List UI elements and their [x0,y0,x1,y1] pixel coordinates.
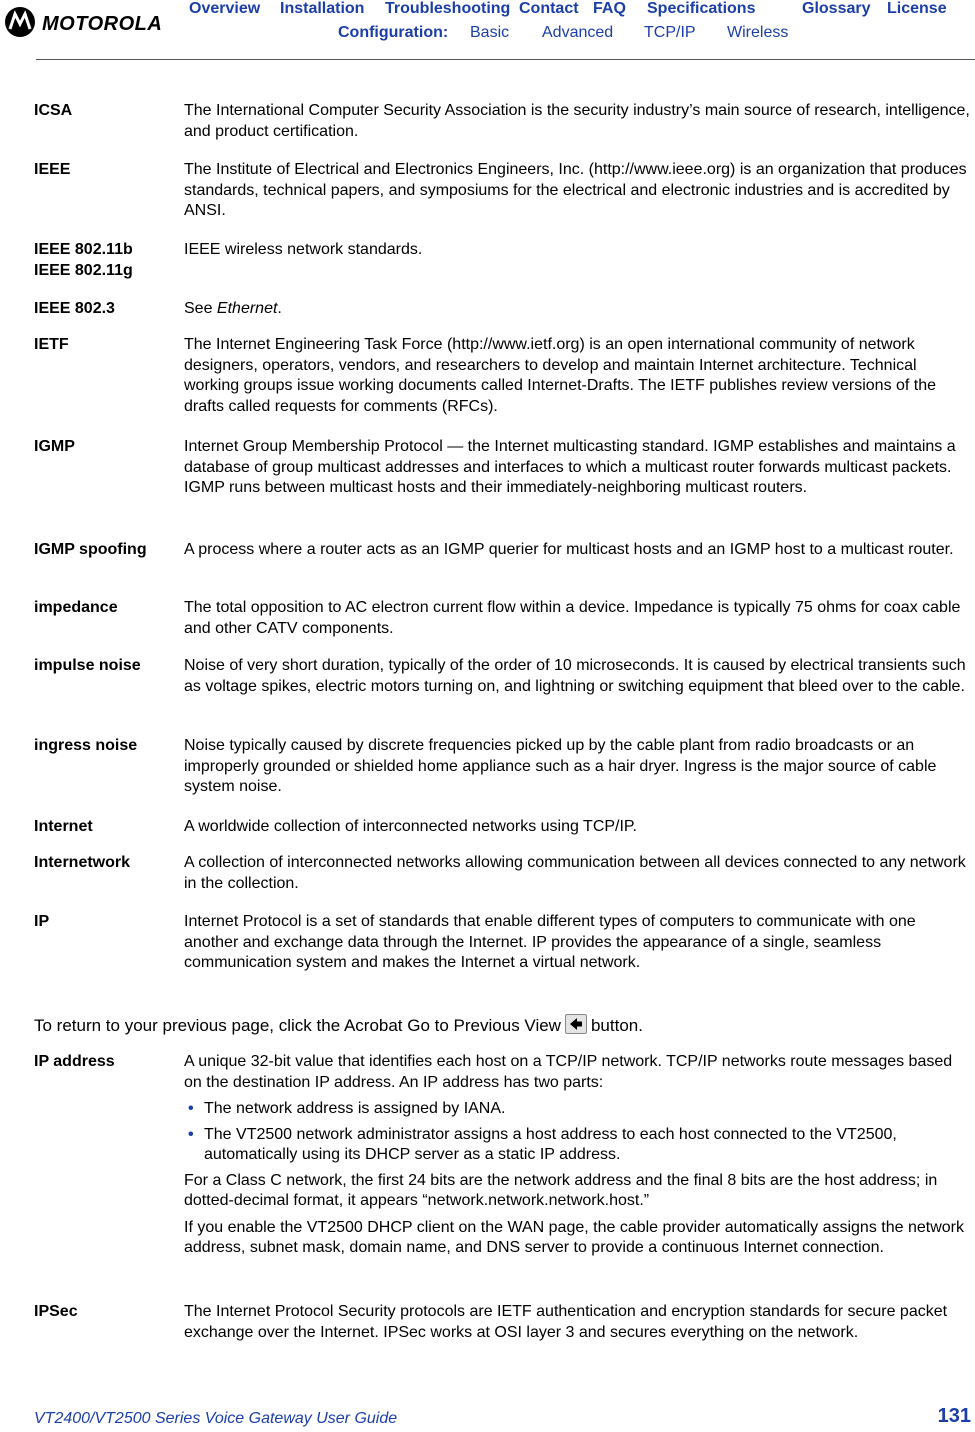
glossary-definition: Noise of very short duration, typically of the order of 10 microseconds. It is caused by electrical transients such as voltage spikes, electric motors turning on, and lightning or switching equipment that bleed over to the cable. [184,657,966,695]
glossary-term: ICSA [34,102,73,119]
nav-overview[interactable]: Overview [189,0,261,17]
glossary-term: ingress noise [34,737,138,754]
glossary-definition: Noise typically caused by discrete frequencies picked up by the cable plant from radio broadcasts or an improperly grounded or shielded home appliance such as a hair dryer. Ingress is the major source of cable system noise. [184,737,937,795]
glossary-definition: The total opposition to AC electron current flow within a device. Impedance is typically 75 ohms for coax cable and other CATV components. [184,599,961,637]
list-item [184,1099,974,1120]
return-to-previous-note [34,1014,643,1036]
nav-faq[interactable]: FAQ [593,0,626,17]
nav-contact[interactable]: Contact [519,0,579,17]
cross-reference: Ethernet [216,300,278,317]
glossary-definition: The International Computer Security Association is the security industry’s main source of research, intelligence, and product certification. [184,102,970,140]
glossary-definition: The Internet Engineering Task Force (http://www.ietf.org) is an open international community of network designers, operators, vendors, and researchers to develop and maintain Internet architecture. Technical working groups issue working documents called Internet-Drafts. The IETF publishes review versions of the drafts called requests for comments (RFCs). [184,336,937,415]
nav-specifications[interactable]: Specifications [647,0,756,17]
glossary-definition: IEEE wireless network standards. [184,241,423,258]
definition-paragraph: If you enable the VT2500 DHCP client on the WAN page, the cable provider automatically assigns the network address, subnet mask, domain name, and DNS server to provide a continuous Internet connection. [184,1218,964,1256]
definition-paragraph: For a Class C network, the first 24 bits are the network address and the final 8 bits are the host address; in dotted-decimal format, it appears “network.network.network.host.” [184,1171,938,1209]
go-to-previous-view-button[interactable] [565,1014,587,1034]
nav-glossary[interactable]: Glossary [802,0,871,17]
glossary-definition: The Internet Protocol Security protocols are IETF authentication and encryption standards for secure packet exchange over the Internet. IPSec works at OSI layer 3 and secures everything on the network. [184,1303,948,1341]
glossary-definition: A collection of interconnected networks allowing communication between all devices connected to any network in the collection. [184,854,966,892]
glossary-term [34,240,182,281]
nav-troubleshooting[interactable]: Troubleshooting [385,0,511,17]
bullet-text: The VT2500 network administrator assigns a host address to each host connected to the VT2500, automatically using its DHCP server as a static IP address. [204,1125,897,1163]
page-number: 131 [937,1405,971,1427]
nav-installation[interactable]: Installation [280,0,365,17]
nav-config-tcpip[interactable]: TCP/IP [644,24,696,41]
glossary-term: IEEE [34,161,71,178]
nav-config-wireless[interactable]: Wireless [727,24,789,41]
glossary-definition: Internet Group Membership Protocol — the Internet multicasting standard. IGMP establishes and maintains a database of group multicast addresses and interfaces to which a multicast router forwards multicast packets. IGMP runs between multicast hosts and their immediately-neighboring multicast routers. [184,438,956,496]
glossary-term: Internet [34,818,93,835]
glossary-definition: Internet Protocol is a set of standards that enable different types of computers to communicate with one another and exchange data through the Internet. IP provides the appearance of a single, seamless communication system and makes the Internet a virtual network. [184,913,916,971]
glossary-term: IP address [34,1053,115,1070]
definition-prefix: See [184,300,217,317]
bullet-icon: • [188,1100,194,1117]
glossary-term: IPSec [34,1303,78,1320]
glossary-term: IGMP [34,438,75,455]
bullet-icon: • [188,1125,194,1143]
nav-config-basic[interactable]: Basic [470,24,510,41]
glossary-definition: A process where a router acts as an IGMP querier for multicast hosts and an IGMP host to a multicast router. [184,541,954,558]
glossary-term: impedance [34,599,118,616]
return-note-text: To return to your previous page, click the Acrobat Go to Previous View [34,1016,561,1035]
definition-suffix: . [277,300,282,317]
glossary-term-line: IEEE 802.11b [34,241,133,258]
glossary-term: IEEE 802.3 [34,300,115,317]
glossary-term: IGMP spoofing [34,541,147,558]
glossary-definition: The Institute of Electrical and Electronics Engineers, Inc. (http://www.ieee.org) is an organization that produces standards, technical papers, and symposiums for the electrical and electronic industries and is accredited by ANSI. [184,161,967,219]
glossary-term-line: IEEE 802.11g [34,261,133,279]
logo-wordmark: MOTOROLA [42,13,163,35]
return-note-text-end: button. [590,1016,643,1035]
glossary-term: impulse noise [34,657,141,674]
definition-paragraph: A unique 32-bit value that identifies each host on a TCP/IP network. TCP/IP networks route messages based on the destination IP address. An IP address has two parts: [184,1053,953,1091]
glossary-term: Internetwork [34,854,131,871]
glossary-term: IP [34,913,50,930]
glossary-definition [184,299,974,320]
nav-license[interactable]: License [887,0,947,17]
motorola-logo [4,5,176,39]
arrow-left-icon [568,1016,584,1032]
nav-config-advanced[interactable]: Advanced [542,24,614,41]
bullet-text: The network address is assigned by IANA. [204,1100,506,1117]
glossary-definition [184,1052,974,1265]
glossary-definition: A worldwide collection of interconnected networks using TCP/IP. [184,818,637,835]
glossary-term: IETF [34,336,69,353]
header-divider [36,59,975,60]
configuration-label: Configuration: [338,24,449,41]
list-item [184,1125,974,1166]
document-title: VT2400/VT2500 Series Voice Gateway User Guide [34,1410,398,1427]
